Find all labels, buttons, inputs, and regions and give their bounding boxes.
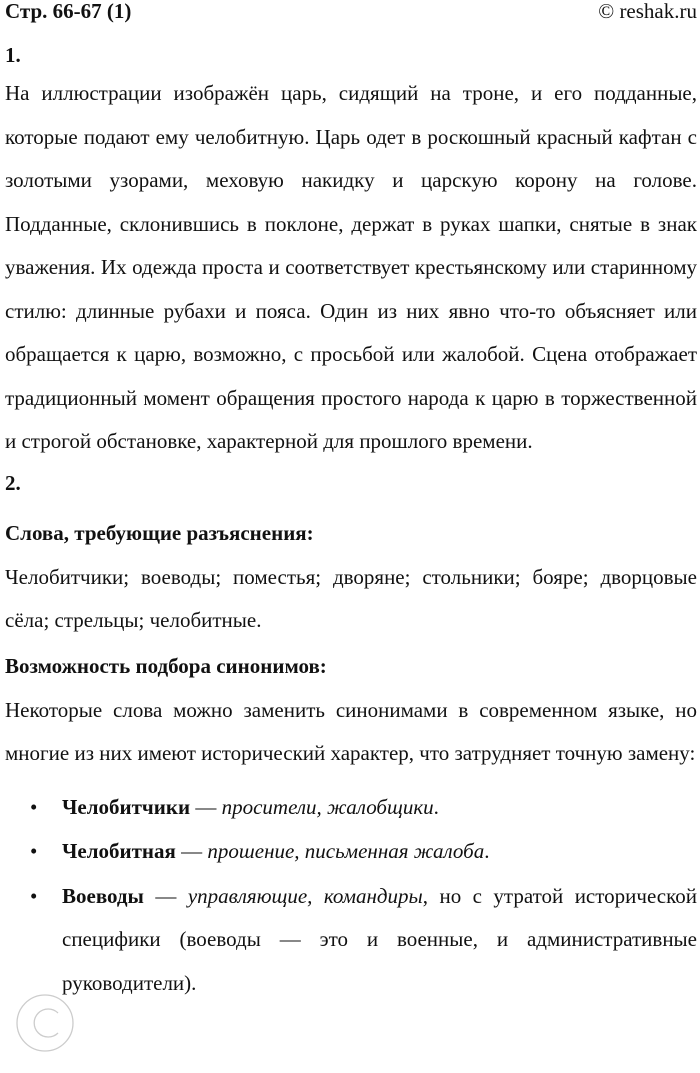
dash: — [143,883,188,908]
page-header [5,0,697,24]
synonyms-list [5,786,697,1006]
list-item [5,830,697,874]
synonyms: прошение, письменная жалоба [207,839,485,863]
term: Воеводы [62,883,144,908]
synonyms-heading: Возможность подбора синонимов: [5,653,327,678]
section-1-text: На иллюстрации изображён царь, сидящий на троне, и его подданные, которые подают ему челобитную. Царь одет в роскошный красный кафтан с золотыми узорами, меховую накидку и царскую корону на голове. Подданные, склонившись в поклоне, держат в руках шапки, снятые в знак уважения. Их одежда проста и соответствует крестьянскому или старинному стилю: длинные рубахи и пояса. Один из них явно что-то объясняет или обращается к царю, возможно, с просьбой или жалобой. Сцена отображает традиционный момент обращения простого народа к царю в торжественной и строгой обстановке, характерной для прошлого времени. [5,81,697,453]
synonyms-intro: Некоторые слова можно заменить синонимами в современном языке, но многие из них имеют исторический характер, что затрудняет точную замену: [5,697,697,765]
list-item [5,786,697,830]
page-number: Стр. 66-67 (1) [5,0,132,23]
section-1-number: 1. [5,43,21,67]
words-heading: Слова, требующие разъяснения: [5,520,314,545]
term: Челобитная [62,839,176,863]
synonyms: просители, жалобщики [221,794,434,819]
list-item [5,875,697,1006]
words-list: Челобитчики; воеводы; поместья; дворяне; стольники; бояре; дворцовые сёла; стрельцы; челобитные. [5,564,697,632]
copyright: © reshak.ru [598,0,697,23]
synonyms: управляющие, командиры [187,883,423,908]
note: . [484,839,490,863]
note: . [433,794,439,819]
bullet-icon: • [30,839,38,863]
dash: — [190,794,222,819]
term: Челобитчики [62,794,191,819]
bullet-icon: • [30,794,38,819]
bullet-icon: • [30,883,38,908]
dash: — [175,839,208,863]
note: , но с утратой исторической специфики (воеводы — это и военные, и административные руководители). [62,883,697,995]
section-2-number: 2. [5,470,21,495]
